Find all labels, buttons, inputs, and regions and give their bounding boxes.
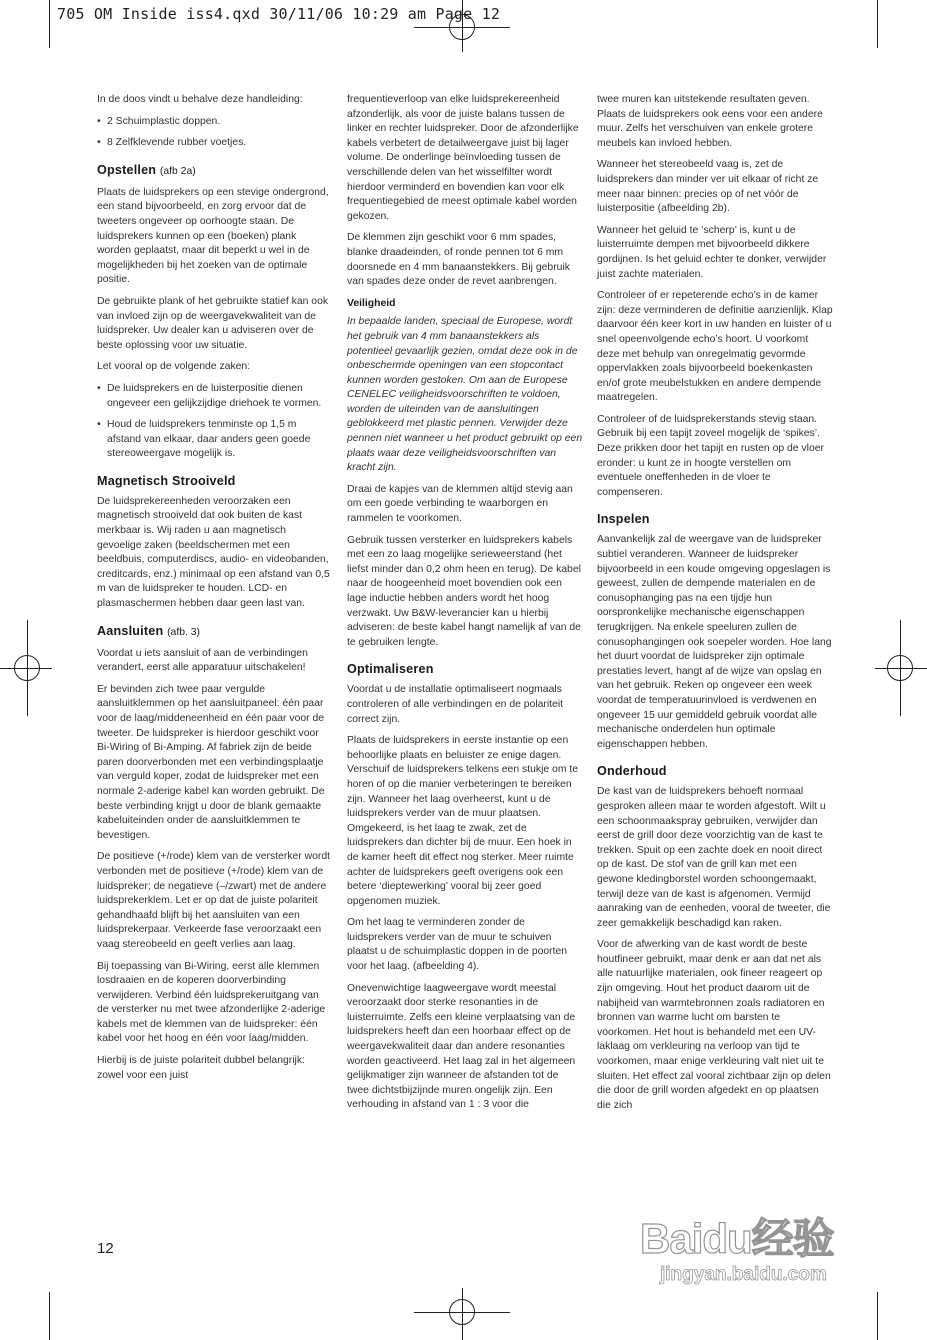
watermark-logo: Baidu经验 — [640, 1215, 834, 1262]
paragraph: Onevenwichtige laagweergave wordt meestal veroorzaakt door sterke resonanties in de luisterruimte. Zelfs een kleine verplaatsing van de luidsprekers heeft dan een hoorbaar effect op de weergavekwaliteit daar dan andere resonanties worden geactiveerd. Het laag zal in het algemeen gelijkmatiger zijn wanneer de afstanden tot de twee dichtstbijzijnde muren ongelijk zijn. Een verhouding in afstand van 1 : 3 voor die — [347, 982, 576, 1111]
paragraph: Plaats de luidsprekers in eerste instantie op een behoorlijke plaats en beluister ze enige dagen. Verschuif de luidsprekers telkens een stukje om te horen of op die manier verbeteringen te bereiken zijn. Wanneer het laag overheerst, kunt u de luidsprekers verder van de muur plaatsen. Omgekeerd, is het laag te zwak, zet de luidsprekers dan dichter bij de muur. Een hoek in de kamer heeft dit effect nog sterker. Meer ruimte achter de luidsprekers geeft overigens ook een betere ‘dieptewerking’ vooral bij zeer goed opgenomen muziek. — [347, 735, 579, 907]
page-number: 12 — [97, 1240, 114, 1257]
paragraph: Let vooral op de volgende zaken: — [97, 361, 251, 373]
heading-magnetisch-strooiveld: Magnetisch Strooiveld — [97, 473, 236, 488]
heading-figure-ref: (afb. 3) — [167, 626, 201, 638]
heading-figure-ref: (afb 2a) — [159, 165, 196, 177]
paragraph: Voordat u de installatie optimaliseert nogmaals controleren of alle verbindingen en de polariteit correct zijn. — [347, 684, 564, 725]
bullet-item: • 2 Schuimplastic doppen. — [97, 115, 333, 130]
column-3 — [597, 93, 833, 1120]
heading-optimaliseren: Optimaliseren — [347, 662, 434, 677]
heading-inspelen: Inspelen — [597, 512, 650, 527]
paragraph: Hierbij is de juiste polariteit dubbel belangrijk: zowel voor een juist — [97, 1055, 305, 1081]
paragraph: Aanvankelijk zal de weergave van de luidspreker subtiel veranderen. Wanneer de luidspreker bijvoorbeeld in een koude omgeving opgeslagen is geweest, zullen de dempende materialen en de conusophanging pas na een tijdje hun oorspronkelijke mechanische eigenschappen terugkrijgen. Na enkele speeluren zullen de conusophangingen ook soepeler worden. Hoe lang het duurt voordat de luidspreker zijn optimale prestaties levert, hangt af de wijze van opslag en van het gebruik. Reken op ongeveer een week voordat de temperatuurinvloed is verdwenen en ongeveer 15 uur gemiddeld gebruik voordat alle mechanische onderdelen hun optimale eigenschappen hebben. — [597, 534, 832, 750]
paragraph: frequentieverloop van elke luidsprekereenheid afzonderlijk, als voor de juiste balans tussen de linker en rechter luidspreker. Door de afzonderlijke kabels verbetert de detailweergave juist bij lager volume. De onderlinge beïnvloeding tussen de verschillende delen van het wisselfilter wordt hierdoor verminderd en bovendien kan voor elk frequentiegebied de meest optimale kabel worden gekozen. — [347, 94, 579, 222]
paragraph: Wanneer het geluid te ‘scherp’ is, kunt u de luisterruimte dempen met bijvoorbeeld dikkere gordijnen. Is het geluid echter te donker, verwijder juist zachte materialen. — [597, 224, 827, 280]
paragraph: De positieve (+/rode) klem van de versterker wordt verbonden met de positieve (+/rode) klem van de luidspreker; de negatieve (–/zwart) met de andere luidsprekerklem. Let er op dat de juiste polariteit gehandhaafd blijft bij het aansluiten van een luidsprekerpaar. Verkeerde fase veroorzaakt een vaag stereobeeld en geeft verlies aan laag. — [97, 851, 331, 950]
paragraph: De klemmen zijn geschikt voor 6 mm spades, blanke draadeinden, of ronde pennen tot 6 mm doorsnede en 4 mm banaanstekkers. Bij gebruik van spades deze onder de revet aanbrengen. — [347, 232, 570, 288]
paragraph: Controleer of de luidsprekerstands stevig staan. Gebruik bij een tapijt zoveel mogelijk de ‘spikes’. Deze prikken door het tapijt en rusten op de vloer eronder: u kunt ze in hoogte verstellen om eventuele oneffenheden in de vloer te compenseren. — [597, 413, 824, 498]
watermark — [640, 1206, 880, 1298]
paragraph: Gebruik tussen versterker en luidsprekers kabels met een zo laag mogelijke serieweerstand (het liefst minder dan 0,2 ohm heen en terug). De kabel naar de hoogeenheid moet bovendien ook een lage inductie hebben anders wordt het hoog verzwakt. Uw B&W-leverancier kan u hierbij adviseren: de beste kabel hangt namelijk af van de te gebruiken lengte. — [347, 534, 581, 648]
heading-text: Aansluiten — [97, 623, 164, 638]
paragraph: Bij toepassing van Bi-Wiring, eerst alle klemmen losdraaien en de koperen doorverbinding verwijderen. Verbind één luidsprekeruitgang van de versterker nu met twee afzonderlijke 2-aderige kabels met de klemmen van de luidspreker: één kabel voor het hoog en één voor laag/midden. — [97, 960, 326, 1045]
intro-text: In de doos vindt u behalve deze handleiding: — [97, 94, 303, 105]
paragraph: Voor de afwerking van de kast wordt de beste houtfineer gebruikt, maar denk er aan dat net als alle natuurlijke materialen, ook fineer reageert op zijn omgeving. Hout het product daarom uit de nabijheid van warmtebronnen zoals radiatoren en bronnen van warme lucht om barsten te voorkomen. Het hout is behandeld met een UV-laklaag om verkleuring na verloop van tijd te voorkomen, maar enige verkleuring valt niet uit te sluiten. Het effect zal vooral zichtbaar zijn op delen die door de grill worden afgedekt en op plaatsen die zich — [597, 939, 831, 1111]
bullet-item: • Houd de luidsprekers tenminste op 1,5 m afstand van elkaar, daar anders geen goede stereoweergave mogelijk is. — [97, 418, 333, 462]
column-1 — [97, 93, 333, 1090]
paragraph: Er bevinden zich twee paar vergulde aansluitklemmen op het aansluitpaneel: één paar voor de laag/middeneenheid en één paar voor de tweeter. De luidspreker is hierdoor geschikt voor Bi-Wiring of Bi-Amping. Af fabriek zijn de beide paren doorverbonden met een verbindingsplaatje van verguld koper, zodat de luidspreker met een normale 2-aderige kabel kan worden gebruikt. De beste verbinding krijgt u door de blank gemaakte kabeluiteinden onder de aansluitklemmen te bevestigen. — [97, 683, 325, 841]
watermark-url: jingyan.baidu.com — [660, 1264, 827, 1285]
safety-paragraph: In bepaalde landen, speciaal de Europese, wordt het gebruik van 4 mm banaanstekkers als potentieel gevaarlijk gezien, omdat deze ook in de onbeschermde openingen van een stopcontact kunnen worden gestoken. Om aan de Europese CENELEC veiligheidsvoorschriften te voldoen, worden de uiteinden van de aansluitingen geblokkeerd met plastic pennen. Verwijder deze pennen niet wanneer u het product gebruikt op een plaats waar deze veiligheidsvoorschriften van kracht zijn. — [347, 316, 583, 474]
heading-opstellen — [97, 162, 333, 180]
heading-aansluiten — [97, 623, 333, 641]
paragraph: Wanneer het stereobeeld vaag is, zet de luidsprekers dan minder ver uit elkaar of richt ze meer naar binnen: precies op of net vóór de luisterpositie (afbeelding 2b). — [597, 159, 819, 215]
heading-veiligheid: Veiligheid — [347, 297, 396, 309]
bullet-item: • 8 Zelfklevende rubber voetjes. — [97, 136, 333, 151]
heading-text: Opstellen — [97, 162, 157, 177]
paragraph: twee muren kan uitstekende resultaten geven. Plaats de luidsprekers ook eens voor een andere muur. Zelfs het verschuiven van enkele grotere meubels kan invloed hebben. — [597, 94, 823, 149]
paragraph: De luidsprekereenheden veroorzaken een magnetisch strooiveld dat ook buiten de kast merkbaar is. Wij raden u aan magnetisch gevoelige zaken (beeldschermen met een beeldbuis, computerdiscs, audio- en videobanden, creditcards, enz.) minimaal op een afstand van 0,5 m van de luidspreker te houden. LCD- en plasmaschermen hebben daar geen last van. — [97, 495, 330, 610]
paragraph: De kast van de luidsprekers behoeft normaal gesproken alleen maar te worden afgestoft. Wilt u een schoonmaakspray gebruiken, verwijder dan eerst de grill door deze voorzichtig van de kast te trekken. Spuit op een zachte doek en nooit direct op de kast. De stof van de grill kan met een gewone kledingborstel worden schoongemaakt, terwijl deze van de kast is afgenomen. Vermijd aanraking van de eenheden, vooral de tweeter, die zeer gemakkelijk beschadigd kan raken. — [597, 786, 831, 929]
paragraph: Voordat u iets aansluit of aan de verbindingen verandert, eerst alle apparatuur uitschakelen! — [97, 647, 308, 674]
paragraph: Om het laag te verminderen zonder de luidsprekers verder van de muur te schuiven plaatst u de schuimplastic doppen in de poorten voor het laag. (afbeelding 4). — [347, 917, 568, 973]
heading-onderhoud: Onderhoud — [597, 764, 667, 779]
paragraph: De gebruikte plank of het gebruikte statief kan ook van invloed zijn op de weergavekwaliteit van de luidspreker. Uw dealer kan u adviseren over de beste oplossing voor uw situatie. — [97, 295, 329, 351]
print-slug: 705 OM Inside iss4.qxd 30/11/06 10:29 am Page 12 — [57, 5, 501, 23]
bullet-item: • De luidsprekers en de luisterpositie dienen ongeveer een gelijkzijdige driehoek te vormen. — [97, 382, 333, 411]
paragraph: Controleer of er repeterende echo’s in de kamer zijn: deze verminderen de definitie aanzienlijk. Klap daarvoor één keer kort in uw handen en luister of u snel opeenvolgende echo’s hoort. U voorkomt deze met behulp van onregelmatig gevormde oppervlakken zoals bijvoorbeeld boekenkasten en/of grote meubelstukken en andere dempende maatregelen. — [597, 290, 833, 404]
column-2 — [347, 93, 583, 1120]
paragraph: Draai de kapjes van de klemmen altijd stevig aan om een goede verbinding te waarborgen en rammelen te voorkomen. — [347, 483, 573, 525]
paragraph: Plaats de luidsprekers op een stevige ondergrond, een stand bijvoorbeeld, en zorg ervoor dat de tweeters ongeveer op oorhoogte staan. De luidsprekers kunnen op een (boeken) plank worden geplaatst, maar dit beperkt u wel in de mogelijkheden bij het zoeken van de optimale positie. — [97, 186, 329, 286]
